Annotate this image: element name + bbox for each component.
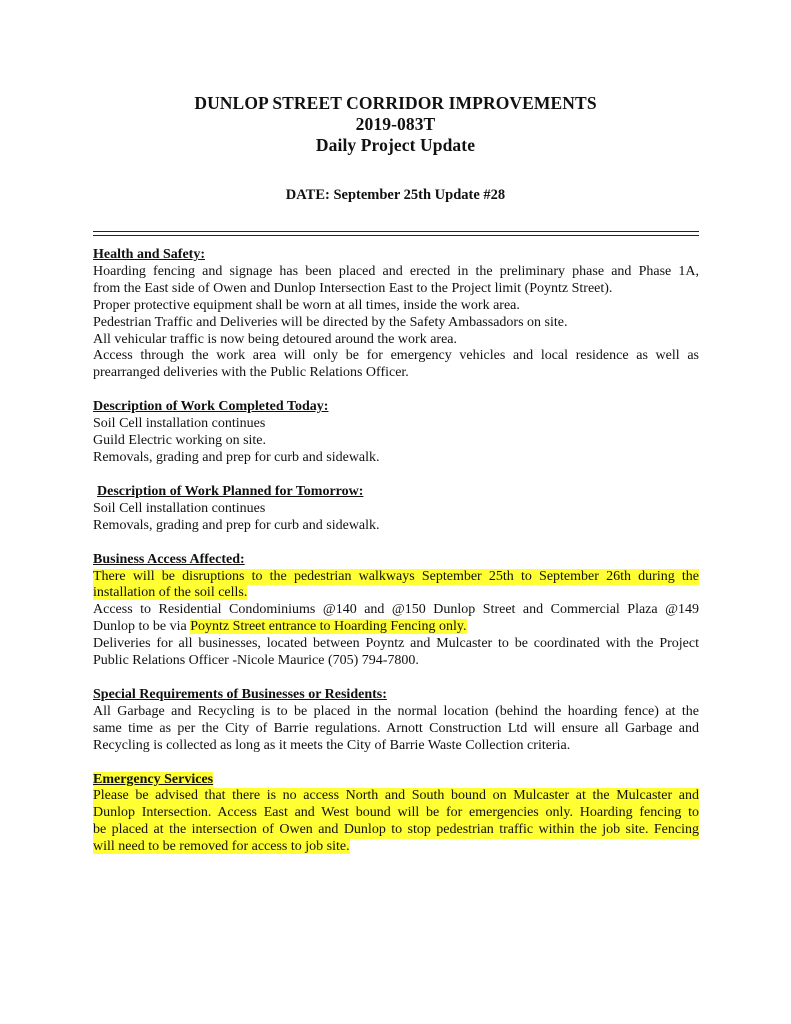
highlighted-line: There will be disruptions to the pedestrian walkways September 25th to September 26th during the — [93, 568, 699, 584]
document-body — [93, 247, 699, 873]
body-line: prearranged deliveries with the Public Relations Officer. — [93, 365, 409, 381]
body-line: Access to Residential Condominiums @140 and @150 Dunlop Street and Commercial Plaza @149 — [93, 602, 699, 618]
highlighted-line: be placed at the intersection of Owen and Dunlop to stop pedestrian traffic within the job site. Fencing — [93, 822, 699, 838]
section-title-work-completed: Description of Work Completed Today: — [93, 399, 329, 415]
emergency-services-section — [93, 772, 699, 857]
work-planned-section — [93, 484, 699, 535]
body-line: from the East side of Owen and Dunlop Intersection East to the Project limit (Poyntz Street). — [93, 280, 613, 296]
body-line: Hoarding fencing and signage has been placed and erected in the preliminary phase and Phase 1A, — [93, 263, 699, 279]
body-line: Pedestrian Traffic and Deliveries will be directed by the Safety Ambassadors on site. — [93, 314, 568, 330]
body-line: Public Relations Officer -Nicole Maurice (705) 794-7800. — [93, 653, 419, 669]
highlighted-line: installation of the soil cells. — [93, 585, 248, 601]
health-safety-section — [93, 247, 699, 382]
highlighted-line: Dunlop Intersection. Access East and West bound will be for emergencies only. Hoarding fencing to — [93, 805, 699, 821]
business-access-section — [93, 552, 699, 670]
body-line: Deliveries for all businesses, located between Poyntz and Mulcaster to be coordinated with the Project — [93, 636, 699, 652]
highlighted-line-wrapper — [93, 585, 699, 602]
highlighted-line: will need to be removed for access to job site. — [93, 839, 350, 855]
section-title-health-safety: Health and Safety: — [93, 247, 205, 262]
section-title-work-planned: Description of Work Planned for Tomorrow: — [97, 483, 364, 499]
date-line: DATE: September 25th Update #28 — [285, 187, 506, 203]
section-title-special-requirements: Special Requirements of Businesses or Residents: — [93, 686, 387, 702]
special-requirements-section — [93, 687, 699, 755]
section-title-wrapper — [93, 772, 699, 789]
body-line: All vehicular traffic is now being detoured around the work area. — [93, 331, 457, 347]
divider-rule-bottom — [93, 235, 699, 236]
body-line-mixed — [93, 619, 699, 636]
work-completed-section — [93, 399, 699, 467]
body-line: Removals, grading and prep for curb and sidewalk. — [93, 517, 380, 533]
body-line: All Garbage and Recycling is to be placed in the normal location (behind the hoarding fence) at the — [93, 703, 699, 719]
body-line: Proper protective equipment shall be worn at all times, inside the work area. — [93, 297, 520, 313]
highlighted-line-wrapper — [93, 839, 699, 856]
document-title: DUNLOP STREET CORRIDOR IMPROVEMENTS — [194, 93, 597, 113]
document-header — [0, 93, 791, 156]
body-line: Soil Cell installation continues — [93, 416, 266, 432]
body-line: Removals, grading and prep for curb and sidewalk. — [93, 449, 380, 465]
body-line: Access through the work area will only be for emergency vehicles and local residence as well as — [93, 348, 699, 364]
body-line: Soil Cell installation continues — [93, 500, 266, 516]
body-line: Guild Electric working on site. — [93, 433, 267, 449]
project-number: 2019-083T — [355, 114, 436, 134]
document-subtitle: Daily Project Update — [315, 135, 476, 155]
section-title-emergency-services: Emergency Services — [93, 771, 214, 787]
body-text: Dunlop to be via — [93, 619, 191, 635]
body-line: same time as per the City of Barrie regulations. Arnott Construction Ltd will ensure all Garbage and — [93, 720, 699, 736]
section-title-business-access: Business Access Affected: — [93, 551, 245, 567]
divider-rule-top — [93, 231, 699, 232]
highlighted-line: Please be advised that there is no access North and South bound on Mulcaster at the Mulcaster and — [93, 788, 699, 804]
highlighted-text: Poyntz Street entrance to Hoarding Fencing only. — [190, 619, 467, 635]
body-line: Recycling is collected as long as it meets the City of Barrie Waste Collection criteria. — [93, 737, 571, 753]
